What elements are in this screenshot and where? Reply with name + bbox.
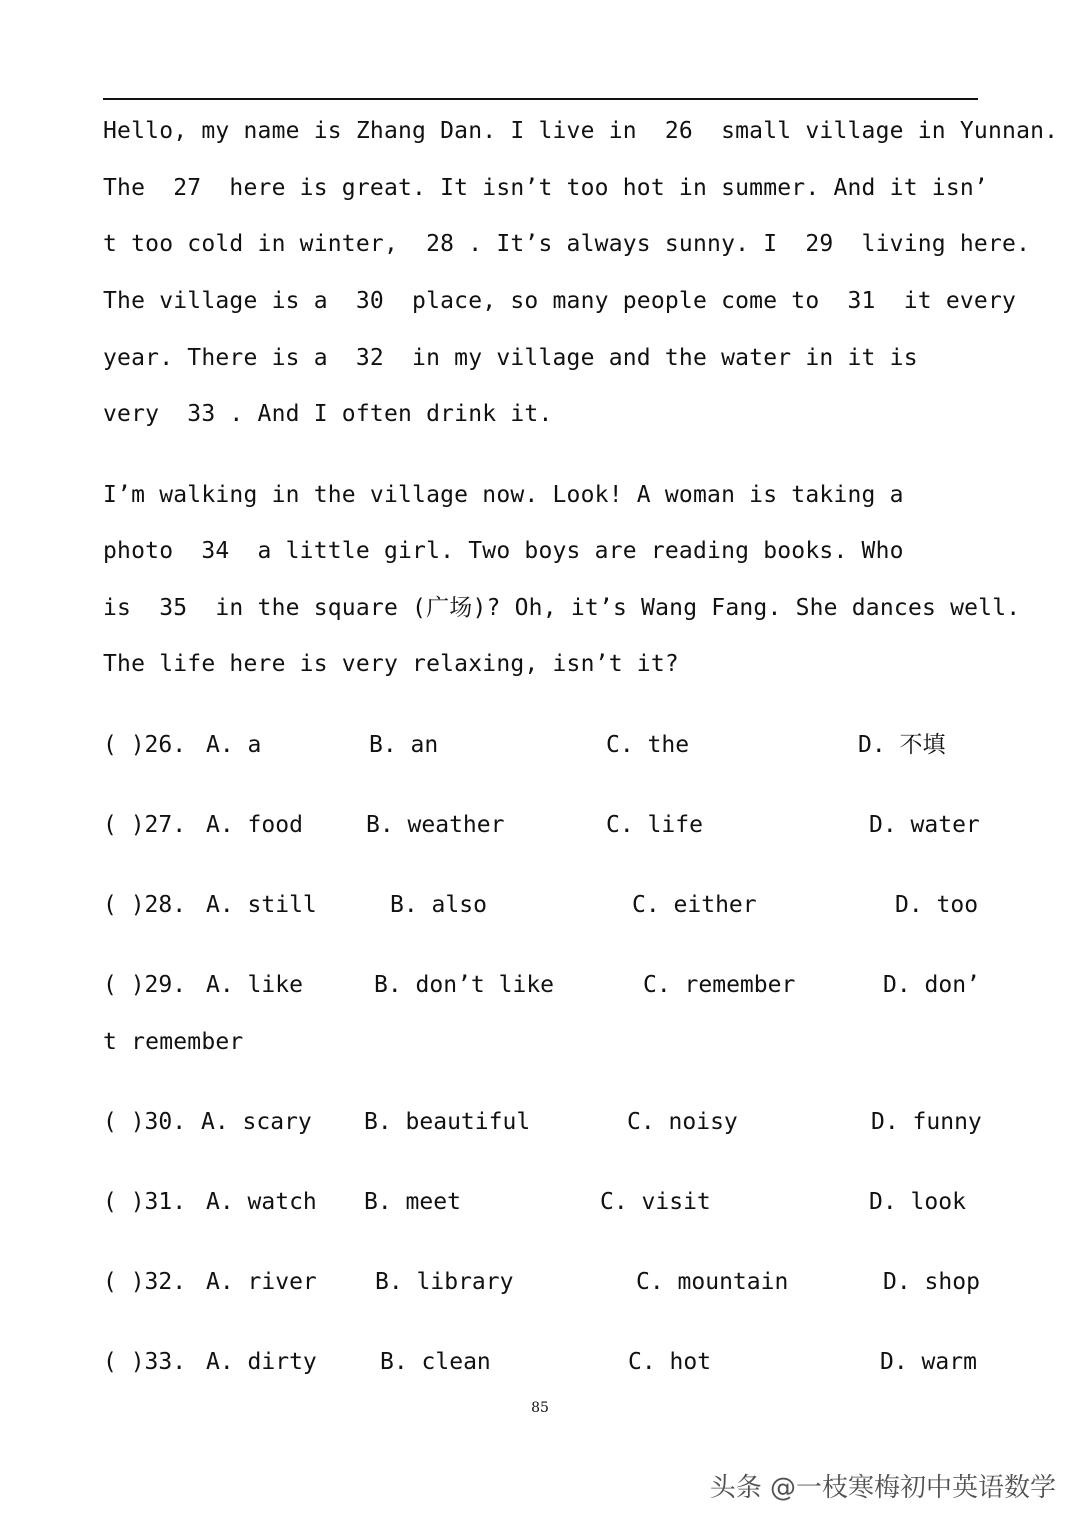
option-b: B. don’t like xyxy=(374,972,555,998)
option-c: C. visit xyxy=(600,1189,711,1215)
question-27 xyxy=(103,810,983,840)
header-rule xyxy=(103,98,978,100)
page-number: 85 xyxy=(531,1400,549,1416)
option-b: B. library xyxy=(375,1269,514,1295)
option-d: D. don’ xyxy=(883,972,980,998)
passage-line: very 33 . And I often drink it. xyxy=(103,401,553,427)
option-b: B. weather xyxy=(366,812,505,838)
question-31 xyxy=(103,1187,983,1217)
option-a: A. scary xyxy=(201,1109,312,1135)
question-number: ( )29. xyxy=(103,972,187,998)
passage-line: The 27 here is great. It isn’t too hot in summer. And it isn’ xyxy=(103,175,988,201)
option-d: D. look xyxy=(869,1189,966,1215)
option-c: C. remember xyxy=(643,972,796,998)
passage-line: Hello, my name is Zhang Dan. I live in 26 small village in Yunnan. xyxy=(103,118,1059,144)
option-d: D. too xyxy=(895,892,979,918)
option-a: A. a xyxy=(206,732,262,758)
passage-line: t too cold in winter, 28 . It’s always sunny. I 29 living here. xyxy=(103,231,1031,257)
question-32 xyxy=(103,1267,983,1297)
option-a: A. river xyxy=(206,1269,317,1295)
option-c: C. hot xyxy=(628,1349,712,1375)
question-26 xyxy=(103,730,983,760)
option-d: D. water xyxy=(869,812,980,838)
option-c: C. mountain xyxy=(636,1269,789,1295)
passage-line: is 35 in the square (广场)? Oh, it’s Wang Fang. She dances well. xyxy=(103,595,1021,621)
question-number: ( )26. xyxy=(103,732,187,758)
watermark: 头条 @一枝寒梅初中英语数学 xyxy=(709,1473,1056,1503)
option-d: D. warm xyxy=(880,1349,977,1375)
option-b: B. also xyxy=(390,892,487,918)
option-c: C. life xyxy=(606,812,703,838)
question-number: ( )31. xyxy=(103,1189,187,1215)
option-d: D. 不填 xyxy=(858,732,946,758)
question-number: ( )28. xyxy=(103,892,187,918)
passage-line: photo 34 a little girl. Two boys are reading books. Who xyxy=(103,538,904,564)
option-c: C. the xyxy=(606,732,690,758)
question-number: ( )30. xyxy=(103,1109,187,1135)
question-33 xyxy=(103,1347,983,1377)
option-d: D. shop xyxy=(883,1269,980,1295)
option-d: D. funny xyxy=(871,1109,982,1135)
option-d-continuation: t remember xyxy=(103,1029,244,1055)
passage-line: year. There is a 32 in my village and the water in it is xyxy=(103,345,918,371)
question-number: ( )33. xyxy=(103,1349,187,1375)
passage-line: The village is a 30 place, so many people come to 31 it every xyxy=(103,288,1017,314)
option-c: C. noisy xyxy=(627,1109,738,1135)
option-b: B. an xyxy=(369,732,439,758)
option-a: A. like xyxy=(206,972,303,998)
option-a: A. watch xyxy=(206,1189,317,1215)
question-number: ( )32. xyxy=(103,1269,187,1295)
option-c: C. either xyxy=(632,892,757,918)
option-a: A. still xyxy=(206,892,317,918)
option-b: B. clean xyxy=(380,1349,491,1375)
question-29 xyxy=(103,970,983,1000)
option-b: B. meet xyxy=(364,1189,461,1215)
question-28 xyxy=(103,890,983,920)
option-a: A. dirty xyxy=(206,1349,317,1375)
option-a: A. food xyxy=(206,812,303,838)
question-30 xyxy=(103,1107,983,1137)
passage-line: I’m walking in the village now. Look! A woman is taking a xyxy=(103,482,904,508)
option-b: B. beautiful xyxy=(364,1109,531,1135)
passage-line: The life here is very relaxing, isn’t it? xyxy=(103,651,679,677)
question-number: ( )27. xyxy=(103,812,187,838)
